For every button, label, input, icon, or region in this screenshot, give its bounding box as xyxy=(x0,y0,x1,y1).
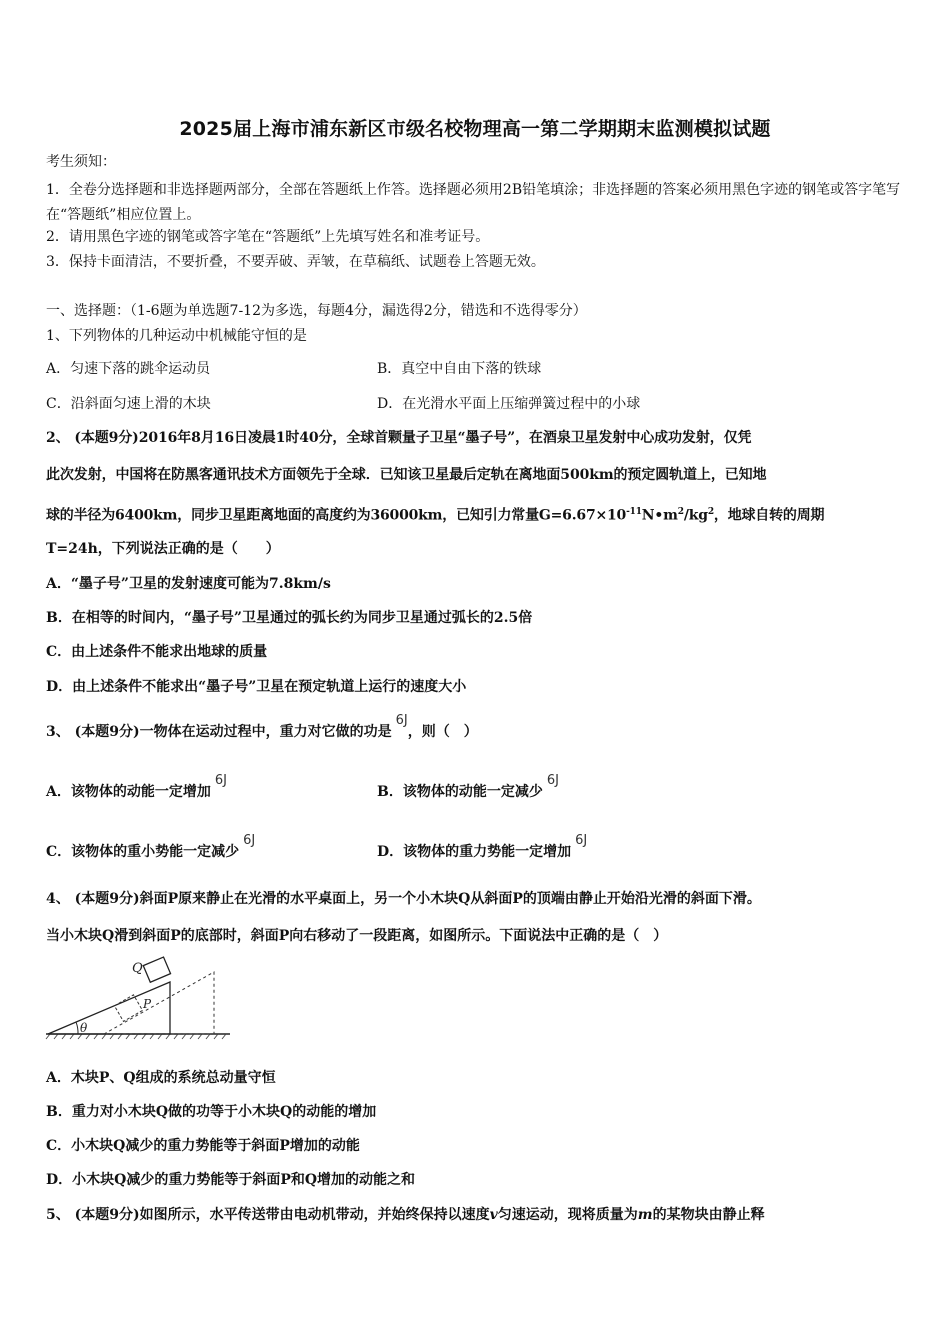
q3-option-b xyxy=(377,773,559,802)
label-theta: θ xyxy=(80,1021,88,1035)
q3-stem-text: 3、 (本题9分)一物体在运动过程中，重力对它做的功是 xyxy=(46,724,392,740)
label-q: Q xyxy=(132,961,143,976)
q3-option-b-text: B．该物体的动能一定减少 xyxy=(377,784,543,800)
notice-heading: 考生须知： xyxy=(46,154,116,170)
q5-text-c: 的某物块由静止释 xyxy=(652,1207,765,1223)
q3-option-d-value: 6J xyxy=(575,833,588,848)
q2-option-b: B．在相等的时间内，“墨子号”卫星通过的弧长约为同步卫星通过弧长的2.5倍 xyxy=(46,610,533,626)
q2-line-3 xyxy=(46,503,824,525)
q3-option-c-value: 6J xyxy=(243,833,256,848)
notice-item-2: 2．请用黑色字迹的钢笔或答字笔在“答题纸”上先填写姓名和准考证号。 xyxy=(46,229,490,245)
q4-option-c: C．小木块Q减少的重力势能等于斜面P增加的动能 xyxy=(46,1138,360,1154)
angle-arc xyxy=(76,1022,78,1034)
label-p: P xyxy=(143,997,152,1011)
q3-option-a-value: 6J xyxy=(214,773,227,788)
q3-option-d xyxy=(377,833,588,862)
q4-option-a: A．木块P、Q组成的系统总动量守恒 xyxy=(46,1070,276,1086)
q2-line-1: 2、 (本题9分)2016年8月16日凌晨1时40分，全球首颗量子卫星“墨子号”，在酒泉卫星发射中心成功发射，仅凭 xyxy=(46,430,752,446)
q1-stem: 1、下列物体的几种运动中机械能守恒的是 xyxy=(46,328,307,344)
notice-item-3: 3．保持卡面清洁，不要折叠，不要弄破、弄皱，在草稿纸、试题卷上答题无效。 xyxy=(46,254,545,270)
q2-exponent-3: 2 xyxy=(707,507,714,517)
q1-option-d: D．在光滑水平面上压缩弹簧过程中的小球 xyxy=(377,396,641,412)
q1-option-c: C．沿斜面匀速上滑的木块 xyxy=(46,396,211,412)
q2-line-3-end: ，地球自转的周期 xyxy=(713,507,825,524)
q4-option-b: B．重力对小木块Q做的功等于小木块Q的动能的增加 xyxy=(46,1104,377,1120)
q4-line-1: 4、 (本题9分)斜面P原来静止在光滑的水平桌面上，另一个小木块Q从斜面P的顶端由静止开始沿光滑的斜面下滑。 xyxy=(46,891,761,907)
q2-exponent: -11 xyxy=(626,507,642,517)
q5-line-1 xyxy=(46,1206,765,1224)
q1-option-a: A．匀速下落的跳伞运动员 xyxy=(46,361,211,377)
q2-line-4: T=24h，下列说法正确的是（ ） xyxy=(46,541,280,557)
slope-p xyxy=(48,982,170,1034)
q3-stem xyxy=(46,713,478,742)
q3-option-c xyxy=(46,833,256,862)
q4-option-d: D．小木块Q减少的重力势能等于斜面P和Q增加的动能之和 xyxy=(46,1172,416,1188)
q2-unit-kg: /kg xyxy=(683,507,708,524)
block-q xyxy=(143,957,170,982)
q2-line-2: 此次发射，中国将在防黑客通讯技术方面领先于全球．已知该卫星最后定轨在离地面500km的预定圆轨道上，已知地 xyxy=(46,467,767,483)
q2-line-3-text: 球的半径为6400km，同步卫星距离地面的高度约为36000km，已知引力常量G=6.67×10 xyxy=(46,507,627,524)
q1-option-b: B．真空中自由下落的铁球 xyxy=(377,361,542,377)
q4-line-2: 当小木块Q滑到斜面P的底部时，斜面P向右移动了一段距离，如图所示。下面说法中正确的是（ ） xyxy=(46,928,668,944)
q2-unit-n: N•m xyxy=(641,507,678,524)
page-title: 2025届上海市浦东新区市级名校物理高一第二学期期末监测模拟试题 xyxy=(179,118,771,140)
q3-work-value: 6J xyxy=(395,713,408,728)
q3-option-a-text: A．该物体的动能一定增加 xyxy=(46,784,211,800)
notice-item-1: 1．全卷分选择题和非选择题两部分，全部在答题纸上作答。选择题必须用2B铅笔填涂；非选择题的答案必须用黑色字迹的钢笔或答字笔写在“答题纸”相应位置上。 xyxy=(46,182,901,223)
q5-velocity: v xyxy=(489,1207,498,1223)
ground-hatching xyxy=(46,1034,226,1039)
incline-figure xyxy=(44,952,234,1044)
q3-stem-end: ，则（ ） xyxy=(407,724,478,740)
q3-option-c-text: C．该物体的重小势能一定减少 xyxy=(46,844,240,860)
q5-mass: m xyxy=(637,1207,653,1223)
q5-text-a: 5、 (本题9分)如图所示，水平传送带由电动机带动，并始终保持以速度 xyxy=(46,1207,490,1223)
q5-text-b: 匀速运动，现将质量为 xyxy=(497,1207,638,1223)
q2-option-d: D．由上述条件不能求出“墨子号”卫星在预定轨道上运行的速度大小 xyxy=(46,679,467,695)
q2-option-c: C．由上述条件不能求出地球的质量 xyxy=(46,644,268,660)
q2-option-a: A．“墨子号”卫星的发射速度可能为7.8km/s xyxy=(46,576,331,592)
q2-exponent-2: 2 xyxy=(677,507,684,517)
q3-option-d-text: D．该物体的重力势能一定增加 xyxy=(377,844,572,860)
block-q-moved xyxy=(114,995,142,1022)
q3-option-a xyxy=(46,773,227,802)
q3-option-b-value: 6J xyxy=(546,773,559,788)
section-heading: 一、选择题：（1-6题为单选题7-12为多选，每题4分，漏选得2分，错选和不选得零分） xyxy=(46,303,587,319)
